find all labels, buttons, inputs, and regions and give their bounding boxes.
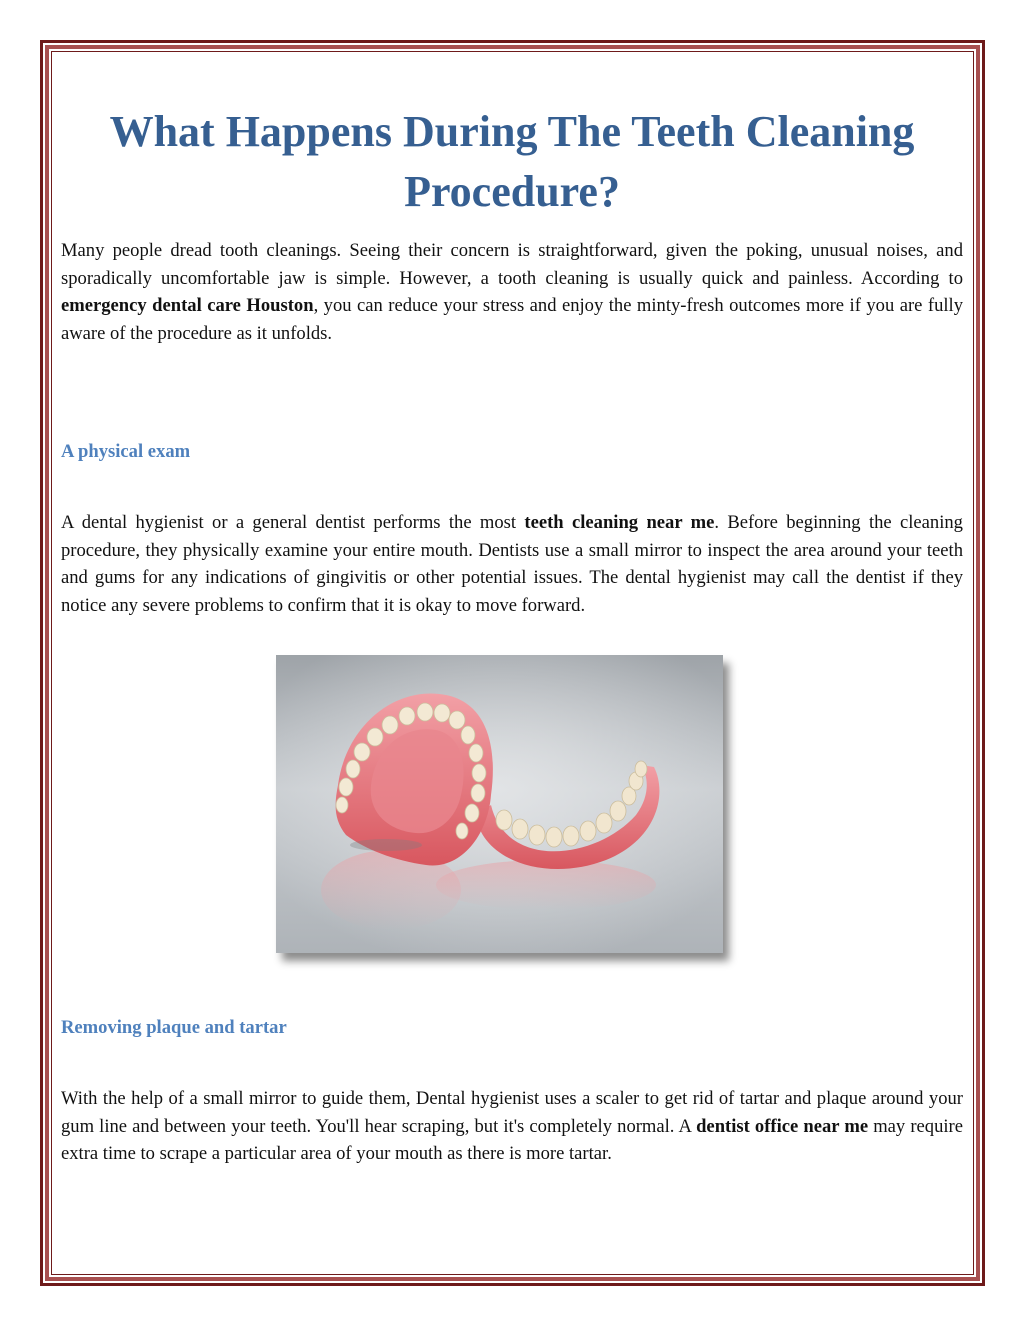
- page-title: What Happens During The Teeth Cleaning Procedure?: [109, 107, 915, 216]
- emergency-dental-link[interactable]: emergency dental care Houston: [61, 295, 314, 316]
- plaque-text-1: With the help of a small mirror to guide them, Dental hygienist uses a scaler to get rid of tartar and plaque around your gum line and between your teeth. You'll hear scraping, but it's completely normal. A: [61, 1088, 963, 1137]
- physical-exam-paragraph: [61, 509, 963, 619]
- section-heading-removing-plaque: Removing plaque and tartar: [61, 1017, 287, 1038]
- plaque-text-2: may require extra time to scrape a particular area of your mouth as there is more tartar.: [61, 1115, 964, 1164]
- section-heading-physical-exam: A physical exam: [61, 441, 191, 462]
- intro-text-1: Many people dread tooth cleanings. Seeing their concern is straightforward, given the poking, unusual noises, and sporadically uncomfortable jaw is simple. However, a tooth cleaning is usually quick and painless. According to: [61, 240, 963, 289]
- teeth-cleaning-link[interactable]: teeth cleaning near me: [524, 512, 715, 533]
- exam-text-2: . Before beginning the cleaning procedure, they physically examine your entire mouth. Dentists use a small mirror to inspect the area around your teeth and gums for any indications of gingivitis or other potential issues. The dental hygienist may call the dentist if they notice any severe problems to confirm that it is okay to move forward.: [61, 512, 963, 616]
- dentist-office-link[interactable]: dentist office near me: [696, 1115, 869, 1137]
- dentures-image: [276, 655, 723, 953]
- removing-plaque-paragraph: [61, 1085, 963, 1168]
- intro-text-2: , you can reduce your stress and enjoy the minty-fresh outcomes more if you are fully aware of the procedure as it unfolds.: [61, 295, 963, 344]
- exam-text-1: A dental hygienist or a general dentist performs the most: [61, 512, 525, 533]
- intro-paragraph: [61, 237, 963, 347]
